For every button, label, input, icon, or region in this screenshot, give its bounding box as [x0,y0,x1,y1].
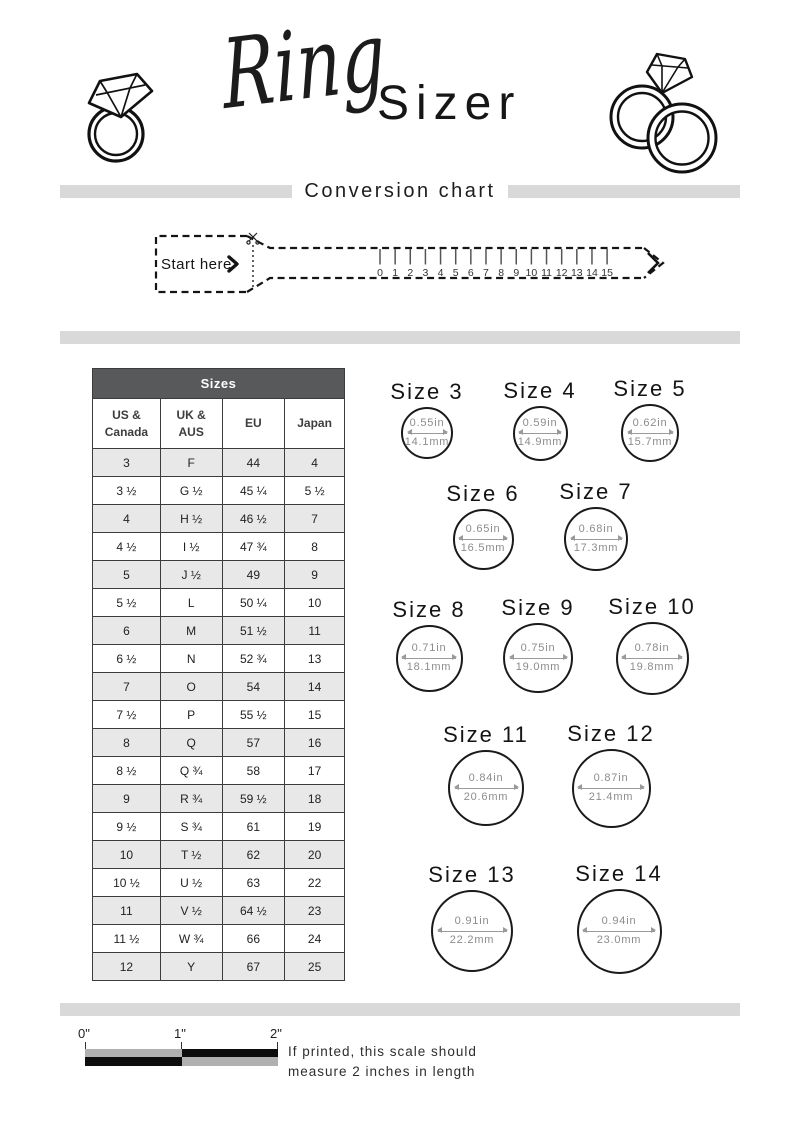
table-cell: 19 [285,813,345,841]
diameter-arrow-icon [402,658,456,659]
table-cell: 51 ½ [222,617,285,645]
table-cell: M [160,617,222,645]
table-cell: N [160,645,222,673]
table-cell: 64 ½ [222,897,285,925]
table-cell: 14 [285,673,345,701]
table-cell: 5 ½ [285,477,345,505]
table-row [93,757,345,785]
size-circle [401,407,453,459]
table-cell: 50 ¼ [222,589,285,617]
size-circle [621,404,679,462]
table-cell: 15 [285,701,345,729]
diameter-arrow-icon [622,658,682,659]
table-cell: 25 [285,953,345,981]
diameter-mm: 23.0mm [596,933,642,946]
page-title-script: Ring [219,0,389,131]
size-circle [513,406,568,461]
table-row [93,477,345,505]
table-row [93,813,345,841]
size-label: Size 14 [575,860,663,886]
strip-tick-label: 7 [483,267,489,279]
table-cell: 7 [285,505,345,533]
table-cell: 3 ½ [93,477,161,505]
table-cell: 9 ½ [93,813,161,841]
size-circle [577,889,662,974]
diameter-inches: 0.65in [465,522,501,535]
table-cell: 7 [93,673,161,701]
table-cell: 22 [285,869,345,897]
table-cell: 67 [222,953,285,981]
strip-tick-label: 11 [541,267,552,279]
diameter-inches: 0.91in [454,914,490,927]
table-row [93,505,345,533]
table-cell: 9 [285,561,345,589]
diameter-mm: 14.9mm [517,435,563,448]
section-divider [60,331,740,344]
table-cell: T ½ [160,841,222,869]
size-circle [503,623,573,693]
table-cell: 57 [222,729,285,757]
table-cell: 45 ¼ [222,477,285,505]
table-cell: 6 ½ [93,645,161,673]
table-cell: 5 [93,561,161,589]
diameter-mm: 17.3mm [573,541,619,554]
diameter-mm: 20.6mm [463,790,509,803]
strip-bottom-edge [247,278,644,292]
table-cell: 8 [285,533,345,561]
strip-tick-label: 9 [513,267,520,279]
table-cell: 11 [93,897,161,925]
size-label: Size 9 [501,595,575,620]
size-circle [616,622,689,695]
diameter-inches: 0.84in [468,771,504,784]
strip-tick-label: 13 [570,267,583,279]
table-cell: 5 ½ [93,589,161,617]
table-row [93,645,345,673]
diameter-mm: 21.4mm [588,790,634,803]
diamond-ring-icon [63,62,175,174]
print-note [288,1042,477,1081]
table-cell: P [160,701,222,729]
strip-tick-label: 10 [525,267,538,279]
table-cell: Y [160,953,222,981]
diameter-mm: 22.2mm [449,933,495,946]
table-row [93,589,345,617]
diameter-arrow-icon [459,539,507,540]
ruler-label: 2" [270,1026,282,1041]
table-cell: W ¾ [160,925,222,953]
table-cell: 10 [93,841,161,869]
size-label: Size 3 [390,379,464,404]
table-column-header: EU [222,399,285,449]
table-cell: 4 [93,505,161,533]
diameter-inches: 0.68in [578,522,614,535]
start-here-label: Start here [161,256,232,273]
diameter-inches: 0.59in [522,416,558,429]
table-cell: 66 [222,925,285,953]
table-cell: I ½ [160,533,222,561]
table-cell: J ½ [160,561,222,589]
diameter-arrow-icon [519,433,561,434]
size-circle [572,749,651,828]
table-cell: 11 [285,617,345,645]
diameter-arrow-icon [408,433,447,434]
strip-tick-label: 5 [452,267,459,279]
table-row [93,953,345,981]
table-cell: 52 ¾ [222,645,285,673]
strip-tick-label: 6 [467,267,474,279]
table-title: Sizes [93,369,345,399]
table-cell: 11 ½ [93,925,161,953]
table-cell: Q [160,729,222,757]
table-cell: G ½ [160,477,222,505]
size-label: Size 5 [613,376,687,401]
table-cell: 4 ½ [93,533,161,561]
table-cell: L [160,589,222,617]
strip-tick-label: 15 [601,267,613,279]
section-divider-bottom [60,1003,740,1016]
diameter-arrow-icon [571,539,622,540]
table-cell: 61 [222,813,285,841]
table-row [93,785,345,813]
table-row [93,449,345,477]
table-row [93,897,345,925]
size-table-body [93,449,345,981]
print-note-line1: If printed, this scale should [288,1044,477,1059]
strip-tick-label: 14 [586,267,598,279]
table-row [93,701,345,729]
subtitle-bar-right [508,185,740,198]
table-cell: O [160,673,222,701]
ruler-segment-1 [85,1049,182,1066]
table-cell: 23 [285,897,345,925]
table-cell: 18 [285,785,345,813]
diameter-mm: 19.0mm [515,660,561,673]
strip-ticks [377,249,613,279]
subtitle-bar-left [60,185,292,198]
table-cell: 8 ½ [93,757,161,785]
subtitle-row [60,180,740,203]
wedding-rings-icon [598,50,728,178]
diameter-inches: 0.62in [632,416,668,429]
strip-tick-label: 0 [377,267,383,279]
table-row [93,869,345,897]
size-conversion-table [92,368,345,981]
table-cell: 49 [222,561,285,589]
strip-tick-label: 12 [555,267,568,279]
table-cell: 62 [222,841,285,869]
size-circle [564,507,628,571]
strip-tick-label: 4 [437,267,444,279]
diameter-mm: 15.7mm [627,435,673,448]
diameter-arrow-icon [455,788,518,789]
ring-sizer-strip [148,228,678,300]
table-cell: 10 ½ [93,869,161,897]
diameter-arrow-icon [628,433,673,434]
table-column-header: Japan [285,399,345,449]
ruler-label: 0" [78,1026,90,1041]
diameter-inches: 0.71in [411,641,447,654]
size-label: Size 6 [446,480,520,506]
table-cell: F [160,449,222,477]
size-label: Size 4 [503,377,577,403]
table-row [93,617,345,645]
size-circle [396,625,463,692]
ruler-segment-2 [182,1049,279,1066]
ruler-label: 1" [174,1026,186,1041]
print-scale-ruler [78,1026,508,1088]
table-cell: 4 [285,449,345,477]
subtitle: Conversion chart [304,180,496,202]
strip-tick-label: 1 [392,267,399,279]
diameter-mm: 16.5mm [460,541,506,554]
strip-tick-label: 3 [422,267,429,279]
table-cell: 8 [93,729,161,757]
table-row [93,925,345,953]
table-cell: 3 [93,449,161,477]
table-cell: 6 [93,617,161,645]
table-cell: 46 ½ [222,505,285,533]
table-cell: 9 [93,785,161,813]
size-label: Size 13 [428,862,516,887]
table-cell: 20 [285,841,345,869]
size-circle [453,509,514,570]
size-label: Size 7 [559,479,633,504]
diameter-inches: 0.78in [634,641,670,654]
strip-tick-label: 8 [498,267,505,279]
page-title: Sizer [377,77,522,130]
ruler-bar [85,1049,278,1066]
table-column-headers [93,399,345,449]
diameter-inches: 0.87in [593,771,629,784]
diameter-arrow-icon [438,931,507,932]
table-cell: V ½ [160,897,222,925]
table-row [93,533,345,561]
size-circle [448,750,524,826]
table-cell: 47 ¾ [222,533,285,561]
size-label: Size 10 [608,593,696,619]
table-row [93,561,345,589]
diameter-mm: 19.8mm [629,660,675,673]
table-cell: S ¾ [160,813,222,841]
print-note-line2: measure 2 inches in length [288,1063,476,1079]
size-label: Size 12 [567,720,655,746]
table-cell: Q ¾ [160,757,222,785]
table-column-header: US & Canada [93,399,161,449]
ruler-tick [85,1042,86,1049]
diameter-arrow-icon [583,931,655,932]
table-cell: 24 [285,925,345,953]
table-cell: R ¾ [160,785,222,813]
diameter-arrow-icon [578,788,644,789]
table-cell: 17 [285,757,345,785]
table-cell: 12 [93,953,161,981]
table-cell: 54 [222,673,285,701]
diameter-inches: 0.55in [409,416,445,429]
table-cell: 55 ½ [222,701,285,729]
strip-top-edge [247,236,644,248]
strip-tick-label: 2 [407,267,414,279]
diameter-mm: 14.1mm [404,435,450,448]
diameter-inches: 0.75in [520,641,556,654]
table-cell: 7 ½ [93,701,161,729]
diameter-mm: 18.1mm [406,660,452,673]
table-row [93,729,345,757]
strip-arrow-tip [644,248,663,278]
size-circle [431,890,513,972]
table-cell: 59 ½ [222,785,285,813]
table-cell: 44 [222,449,285,477]
table-column-header: UK & AUS [160,399,222,449]
size-label: Size 11 [443,722,529,747]
table-cell: 10 [285,589,345,617]
table-cell: 16 [285,729,345,757]
table-cell: H ½ [160,505,222,533]
table-cell: 58 [222,757,285,785]
size-label: Size 8 [392,596,466,622]
table-row [93,841,345,869]
diameter-arrow-icon [510,658,567,659]
table-row [93,673,345,701]
ruler-tick [277,1042,278,1049]
diameter-inches: 0.94in [601,914,637,927]
table-cell: U ½ [160,869,222,897]
table-cell: 13 [285,645,345,673]
table-cell: 63 [222,869,285,897]
ruler-tick [181,1042,182,1049]
